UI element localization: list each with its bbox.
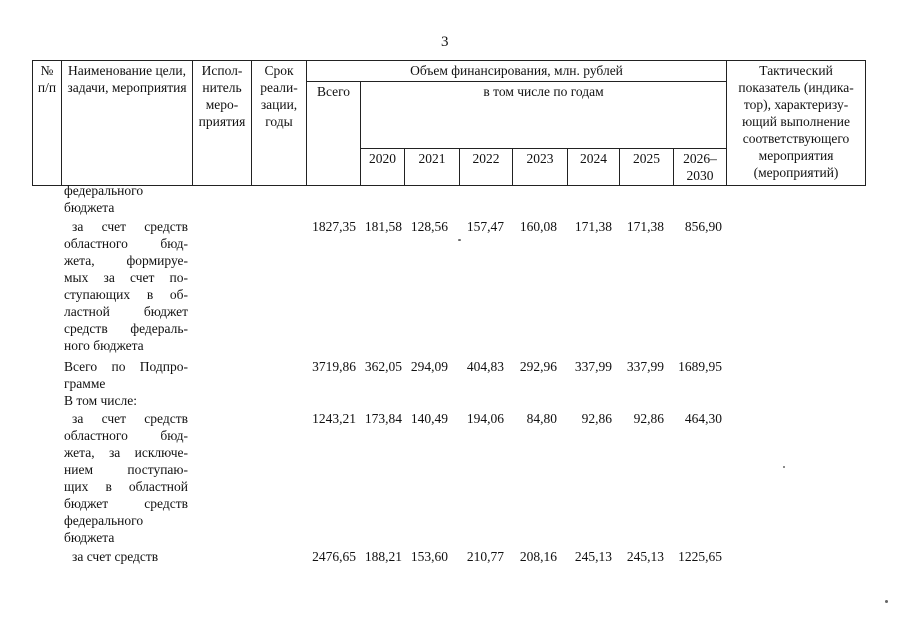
- header-year: 2026–2030: [674, 149, 727, 186]
- header-year: 2025: [620, 149, 674, 186]
- value-year: 181,58: [364, 219, 402, 234]
- value-year: 464,30: [684, 411, 722, 426]
- value-year: 292,96: [519, 359, 557, 374]
- header-total: Всего: [307, 82, 361, 186]
- header-num: № п/п: [33, 61, 62, 186]
- value-year: 140,49: [410, 411, 448, 426]
- row-label-line: жета, за исключе-: [64, 445, 188, 460]
- row-label-line: ного бюджета: [64, 338, 144, 353]
- value-year: 160,08: [519, 219, 557, 234]
- value-total: 1827,35: [312, 219, 356, 234]
- row-label-line: бюджета: [64, 200, 115, 215]
- header-name: Наименование цели, задачи, мероприятия: [62, 61, 193, 186]
- row-label-line: грамме: [64, 376, 106, 391]
- row-label-line: ластной бюджет: [64, 304, 188, 319]
- row-label-line: бюджет средств: [64, 496, 188, 511]
- value-year: 153,60: [410, 549, 448, 564]
- value-year: 157,47: [466, 219, 504, 234]
- value-year: 173,84: [364, 411, 402, 426]
- row-label-line: за счет средств: [72, 411, 188, 426]
- row-label-line: за счет средств: [72, 219, 188, 234]
- value-year: 84,80: [526, 411, 557, 426]
- header-term: Срок реали-зации, годы: [252, 61, 307, 186]
- scan-speck: [458, 239, 461, 241]
- value-year: 171,38: [574, 219, 612, 234]
- scan-speck: [783, 466, 785, 468]
- page-number: 3: [441, 34, 449, 50]
- value-year: 362,05: [364, 359, 402, 374]
- header-executor: Испол-нитель меро-приятия: [193, 61, 252, 186]
- header-by-years: в том числе по годам: [361, 82, 727, 149]
- value-year: 337,99: [574, 359, 612, 374]
- scan-speck: [885, 600, 888, 603]
- value-year: 1689,95: [678, 359, 722, 374]
- row-label-line: Всего по Подпро-: [64, 359, 188, 374]
- header-year: 2020: [361, 149, 405, 186]
- row-label-line: средств федераль-: [64, 321, 188, 336]
- value-year: 92,86: [581, 411, 612, 426]
- header-year: 2022: [460, 149, 513, 186]
- value-year: 188,21: [364, 549, 402, 564]
- header-indicator: Тактический показатель (индика-тор), характеризу-ющий выполнение соответствующего мероприятия (мероприятий): [727, 61, 866, 186]
- value-year: 92,86: [633, 411, 664, 426]
- header-year: 2024: [568, 149, 620, 186]
- value-year: 171,38: [626, 219, 664, 234]
- value-year: 337,99: [626, 359, 664, 374]
- row-label-line: федерального: [64, 513, 144, 528]
- value-total: 3719,86: [312, 359, 356, 374]
- value-total: 2476,65: [312, 549, 356, 564]
- row-label-line: ступающих в об-: [64, 287, 188, 302]
- row-label-line: за счет средств: [72, 549, 159, 564]
- value-year: 194,06: [466, 411, 504, 426]
- value-year: 1225,65: [678, 549, 722, 564]
- value-year: 208,16: [519, 549, 557, 564]
- value-total: 1243,21: [312, 411, 356, 426]
- value-year: 245,13: [574, 549, 612, 564]
- financing-table-header: [32, 60, 866, 186]
- row-label-line: областного бюд-: [64, 428, 188, 443]
- row-label-line: областного бюд-: [64, 236, 188, 251]
- header-year: 2021: [405, 149, 460, 186]
- value-year: 294,09: [410, 359, 448, 374]
- value-year: 245,13: [626, 549, 664, 564]
- row-label-line: щих в областной: [64, 479, 188, 494]
- header-financing: Объем финансирования, млн. рублей: [307, 61, 727, 82]
- row-label-line: бюджета: [64, 530, 115, 545]
- value-year: 210,77: [466, 549, 504, 564]
- header-year: 2023: [513, 149, 568, 186]
- value-year: 856,90: [684, 219, 722, 234]
- value-year: 128,56: [410, 219, 448, 234]
- row-label-line: мых за счет по-: [64, 270, 188, 285]
- row-label-line: жета, формируе-: [64, 253, 188, 268]
- row-label-line: В том числе:: [64, 393, 137, 408]
- row-label-line: федерального: [64, 183, 144, 198]
- value-year: 404,83: [466, 359, 504, 374]
- row-label-line: нием поступаю-: [64, 462, 188, 477]
